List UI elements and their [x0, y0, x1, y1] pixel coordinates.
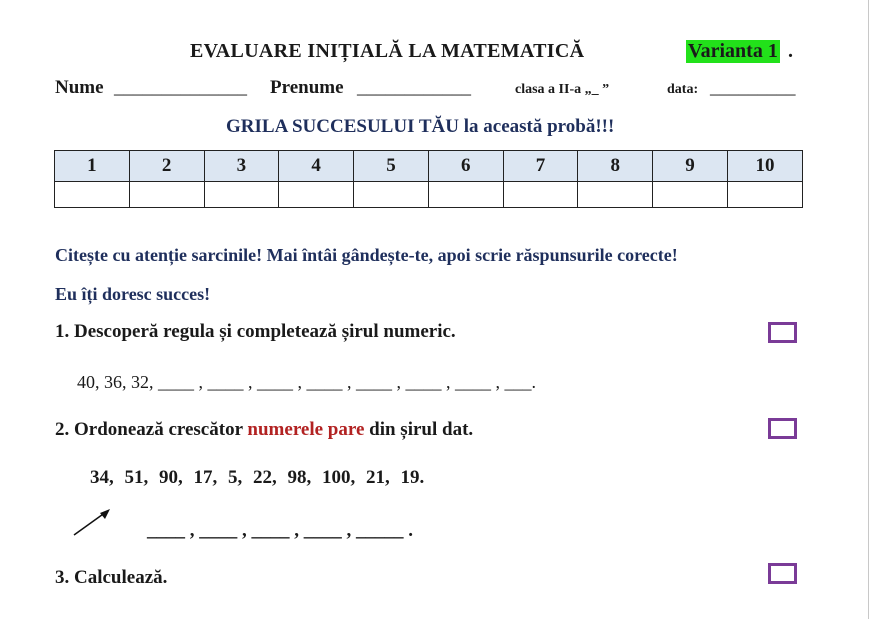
task-2-title	[55, 419, 473, 441]
task-1-sequence[interactable]: 40, 36, 32, ____ , ____ , ____ , ____ , ____ , ____ , ____ , ___.	[77, 372, 536, 392]
grid-score-cell[interactable]	[578, 182, 653, 208]
page-edge-line	[868, 0, 869, 619]
task-1-score-box[interactable]	[768, 322, 797, 343]
grid-score-cell[interactable]	[428, 182, 503, 208]
variant-badge: Varianta 1	[688, 40, 778, 62]
grid-header-cell: 6	[428, 151, 503, 182]
instructions-line-1: Citește cu atenție sarcinile! Mai întâi gândește-te, apoi scrie răspunsurile corecte!	[55, 245, 678, 265]
grid-header-cell: 1	[55, 151, 130, 182]
grid-header-cell: 2	[129, 151, 204, 182]
page-title: EVALUARE INIȚIALĂ LA MATEMATICĂ	[190, 40, 585, 62]
success-grid-table	[54, 150, 803, 208]
grid-header-cell: 7	[503, 151, 578, 182]
grid-header-cell: 3	[204, 151, 279, 182]
prenume-label: Prenume	[270, 77, 344, 98]
grid-score-cell[interactable]	[204, 182, 279, 208]
grila-title: GRILA SUCCESULUI TĂU la această probă!!!	[226, 116, 615, 137]
task-2-title-end: din șirul dat.	[364, 419, 474, 440]
task-3-score-box[interactable]	[768, 563, 797, 584]
grid-header-cell: 5	[354, 151, 429, 182]
instructions-line-2: Eu îți doresc succes!	[55, 284, 211, 304]
prenume-field[interactable]: ____________	[357, 77, 471, 98]
variant-suffix: .	[788, 40, 793, 62]
task-3-title: 3. Calculează.	[55, 567, 168, 588]
grid-score-cell[interactable]	[55, 182, 130, 208]
grid-score-cell[interactable]	[129, 182, 204, 208]
grid-score-cell[interactable]	[503, 182, 578, 208]
grid-score-cell[interactable]	[653, 182, 728, 208]
nume-field[interactable]: ______________	[114, 77, 247, 98]
nume-label: Nume	[55, 77, 104, 98]
data-label: data:	[667, 82, 699, 97]
task-2-score-box[interactable]	[768, 418, 797, 439]
grid-header-cell: 10	[727, 151, 802, 182]
grid-header-cell: 9	[653, 151, 728, 182]
grid-score-cell[interactable]	[279, 182, 354, 208]
grid-score-cell[interactable]	[354, 182, 429, 208]
task-2-answer-line[interactable]: ____ , ____ , ____ , ____ , _____ .	[147, 520, 413, 541]
arrow-icon	[70, 505, 115, 540]
grid-header-cell: 4	[279, 151, 354, 182]
data-field[interactable]: _________	[710, 77, 796, 98]
task-2-highlight: numerele pare	[247, 419, 365, 440]
task-1-title: 1. Descoperă regula și completează șirul numeric.	[55, 321, 456, 342]
task-2-title-start: 2. Ordonează crescător	[55, 419, 248, 440]
clasa-label: clasa a II-a „_ ”	[515, 82, 610, 97]
grid-header-row	[55, 151, 803, 182]
grid-score-row	[55, 182, 803, 208]
grid-score-cell[interactable]	[727, 182, 802, 208]
grid-header-cell: 8	[578, 151, 653, 182]
task-2-numbers: 34, 51, 90, 17, 5, 22, 98, 100, 21, 19.	[90, 467, 425, 488]
